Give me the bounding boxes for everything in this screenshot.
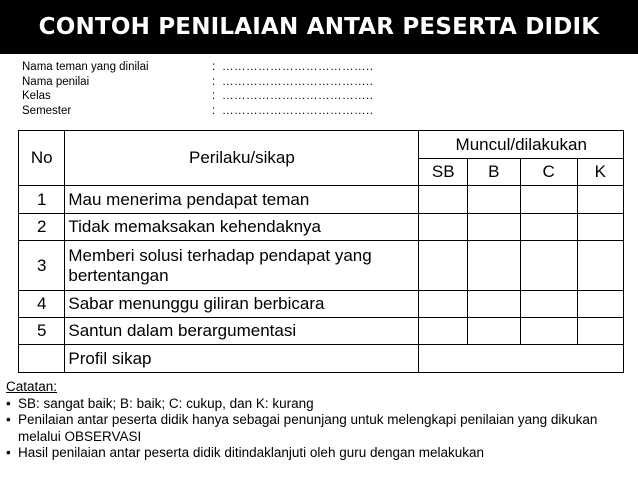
cell-c xyxy=(520,318,577,345)
notes-title: Catatan: xyxy=(6,379,58,394)
table-row xyxy=(19,214,624,241)
table-row xyxy=(19,186,624,214)
cell-b xyxy=(467,318,520,345)
info-value: ……………………………….. xyxy=(222,75,374,88)
row-no: 1 xyxy=(19,186,65,214)
cell-sb xyxy=(419,318,467,345)
assessment-table xyxy=(18,130,624,373)
row-behavior: Mau menerima pendapat teman xyxy=(65,186,419,214)
info-colon: : xyxy=(212,75,216,88)
cell-sb xyxy=(419,186,467,214)
info-value: ……………………………….. xyxy=(222,104,374,117)
note-item xyxy=(6,412,632,445)
row-no: 2 xyxy=(19,214,65,241)
info-label: Nama penilai xyxy=(22,75,90,88)
bullet-icon: • xyxy=(6,412,11,427)
table-row xyxy=(19,241,624,291)
cell-b xyxy=(467,241,520,291)
cell-sb xyxy=(419,291,467,318)
cell-sb xyxy=(419,214,467,241)
cell-c xyxy=(520,186,577,214)
note-text: Penilaian antar peserta didik hanya sebagai penunjang untuk melengkapi penilaian yang dikukan melalui OBSERVASI xyxy=(18,412,598,444)
cell-c xyxy=(520,291,577,318)
page-title: CONTOH PENILAIAN ANTAR PESERTA DIDIK xyxy=(0,0,638,54)
cell-profil-result xyxy=(419,345,624,373)
row-no xyxy=(19,345,65,373)
info-row-kelas xyxy=(22,89,373,104)
info-row-semester xyxy=(22,104,373,119)
note-item xyxy=(6,396,632,413)
info-row-penilai xyxy=(22,75,373,90)
cell-k xyxy=(577,186,623,214)
cell-b xyxy=(467,214,520,241)
header-sb: SB xyxy=(419,159,467,186)
cell-k xyxy=(577,214,623,241)
row-no: 3 xyxy=(19,241,65,291)
header-c: C xyxy=(520,159,577,186)
row-behavior: Tidak memaksakan kehendaknya xyxy=(65,214,419,241)
info-value: ……………………………….. xyxy=(222,61,374,73)
table-row xyxy=(19,291,624,318)
row-behavior: Sabar menunggu giliran berbicara xyxy=(65,291,419,318)
info-label: Nama teman yang dinilai xyxy=(22,61,149,73)
header-no: No xyxy=(19,131,65,186)
table-row-profil xyxy=(19,345,624,373)
note-text: Hasil penilaian antar peserta didik ditindaklanjuti oleh guru dengan melakukan xyxy=(18,445,485,460)
row-behavior: Santun dalam berargumentasi xyxy=(65,318,419,345)
row-no: 4 xyxy=(19,291,65,318)
cell-c xyxy=(520,241,577,291)
cell-b xyxy=(467,186,520,214)
header-k: K xyxy=(577,159,623,186)
bullet-icon: • xyxy=(6,395,11,411)
table-row xyxy=(19,318,624,345)
info-row-teman xyxy=(22,60,373,75)
cell-k xyxy=(577,318,623,345)
note-text: SB: sangat baik; B: baik; C: cukup, dan K: kurang xyxy=(18,395,314,411)
table-header-row xyxy=(19,131,624,159)
row-no: 5 xyxy=(19,318,65,345)
info-label: Semester xyxy=(22,104,72,117)
cell-b xyxy=(467,291,520,318)
info-colon: : xyxy=(212,61,216,73)
cell-sb xyxy=(419,241,467,291)
bullet-icon: • xyxy=(6,445,11,460)
info-value: ……………………………….. xyxy=(222,90,374,102)
cell-k xyxy=(577,291,623,318)
cell-k xyxy=(577,241,623,291)
info-colon: : xyxy=(212,90,216,102)
row-behavior: Profil sikap xyxy=(65,345,419,373)
note-item xyxy=(6,445,632,462)
notes-section xyxy=(6,379,632,462)
header-b: B xyxy=(467,159,520,186)
header-behavior: Perilaku/sikap xyxy=(65,131,419,186)
info-section xyxy=(22,60,373,118)
row-behavior: Memberi solusi terhadap pendapat yang bertentangan xyxy=(65,241,419,291)
cell-c xyxy=(520,214,577,241)
header-group: Muncul/dilakukan xyxy=(419,131,624,159)
info-label: Kelas xyxy=(22,90,51,102)
info-colon: : xyxy=(212,104,216,117)
